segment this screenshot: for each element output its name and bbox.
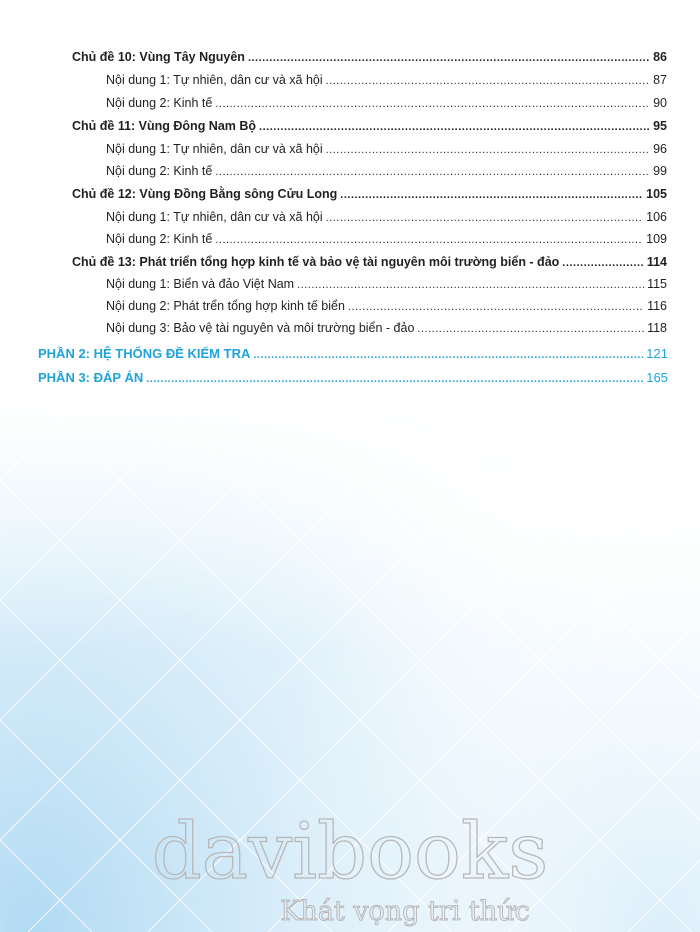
- toc-entry-title: Nội dung 2: Kinh tế: [106, 164, 213, 178]
- toc-entry[interactable]: [106, 232, 667, 246]
- toc-entry[interactable]: [38, 346, 668, 361]
- toc-entry-page-number: 109: [646, 232, 667, 246]
- toc-entry-title: Chủ đề 12: Vùng Đồng Bằng sông Cửu Long: [72, 187, 338, 201]
- toc-entry-page-number: 86: [653, 50, 667, 64]
- dot-leader: [146, 373, 643, 385]
- toc-entry-title: Nội dung 1: Tự nhiên, dân cư và xã hội: [106, 210, 323, 224]
- toc-entry[interactable]: [72, 50, 667, 64]
- toc-entry-title: PHẦN 2: HỆ THỐNG ĐỀ KIỂM TRA: [38, 346, 251, 361]
- toc-entry-page-number: 96: [653, 142, 667, 156]
- dot-leader: [248, 52, 650, 64]
- toc-entry-title: Chủ đề 11: Vùng Đông Nam Bộ: [72, 119, 257, 133]
- toc-entry-page-number: 118: [647, 321, 667, 335]
- toc-entry[interactable]: [106, 142, 667, 156]
- toc-entry-title: Nội dung 1: Biển và đảo Việt Nam: [106, 277, 295, 291]
- brand-tagline: Khát vọng tri thức: [280, 896, 530, 927]
- toc-entry-page-number: 116: [647, 299, 667, 313]
- dot-leader: [326, 75, 650, 87]
- toc-entry-page-number: 105: [646, 187, 667, 201]
- toc-entry-page-number: 90: [653, 96, 667, 110]
- dot-leader: [215, 166, 650, 178]
- dot-leader: [259, 121, 650, 133]
- toc-entry[interactable]: [72, 255, 667, 269]
- toc-entry[interactable]: [106, 277, 667, 291]
- dot-leader: [253, 349, 643, 361]
- toc-entry-title: Nội dung 2: Kinh tế: [106, 232, 213, 246]
- toc-entry-title: Nội dung 2: Kinh tế: [106, 96, 213, 110]
- dot-leader: [348, 301, 644, 313]
- toc-entry[interactable]: [72, 119, 667, 133]
- dot-leader: [326, 212, 644, 224]
- dot-leader: [562, 257, 644, 269]
- toc-entry-page-number: 121: [646, 346, 668, 361]
- toc-entry-title: Nội dung 2: Phát trển tổng hợp kinh tế biển: [106, 299, 345, 313]
- dot-leader: [326, 144, 650, 156]
- toc-entry[interactable]: [106, 321, 667, 335]
- toc-entry-title: Nội dung 1: Tự nhiên, dân cư và xã hội: [106, 142, 323, 156]
- toc-entry[interactable]: [106, 96, 667, 110]
- dot-leader: [215, 234, 643, 246]
- toc-entry-page-number: 165: [646, 370, 668, 385]
- toc-entry[interactable]: [106, 164, 667, 178]
- toc-entry[interactable]: [106, 299, 667, 313]
- toc-entry-page-number: 87: [653, 73, 667, 87]
- dot-leader: [340, 189, 643, 201]
- toc-entry-title: Chủ đề 13: Phát triển tổng hợp kinh tế và bảo vệ tài nguyên môi trường biển - đảo: [72, 255, 560, 269]
- davibooks-logo: [0, 790, 700, 932]
- toc-entry-page-number: 115: [647, 277, 667, 291]
- toc-entry-title: PHẦN 3: ĐÁP ÁN: [38, 370, 144, 385]
- brand-name: davibooks: [151, 807, 549, 897]
- toc-entry-title: Nội dung 1: Tự nhiên, dân cư và xã hội: [106, 73, 323, 87]
- toc-entry[interactable]: [106, 73, 667, 87]
- toc-entry-page-number: 114: [646, 255, 667, 269]
- dot-leader: [417, 323, 644, 335]
- toc-entry-page-number: 106: [646, 210, 667, 224]
- dot-leader: [297, 279, 644, 291]
- toc-entry-title: Nội dung 3: Bảo vệ tài nguyên và môi trường biển - đảo: [106, 321, 415, 335]
- dot-leader: [215, 98, 650, 110]
- toc-entry-page-number: 95: [653, 119, 667, 133]
- toc-entry[interactable]: [72, 187, 667, 201]
- toc-entry-title: Chủ đề 10: Vùng Tây Nguyên: [72, 50, 245, 64]
- toc-entry[interactable]: [106, 210, 667, 224]
- toc-entry-page-number: 99: [653, 164, 667, 178]
- toc-entry[interactable]: [38, 370, 668, 385]
